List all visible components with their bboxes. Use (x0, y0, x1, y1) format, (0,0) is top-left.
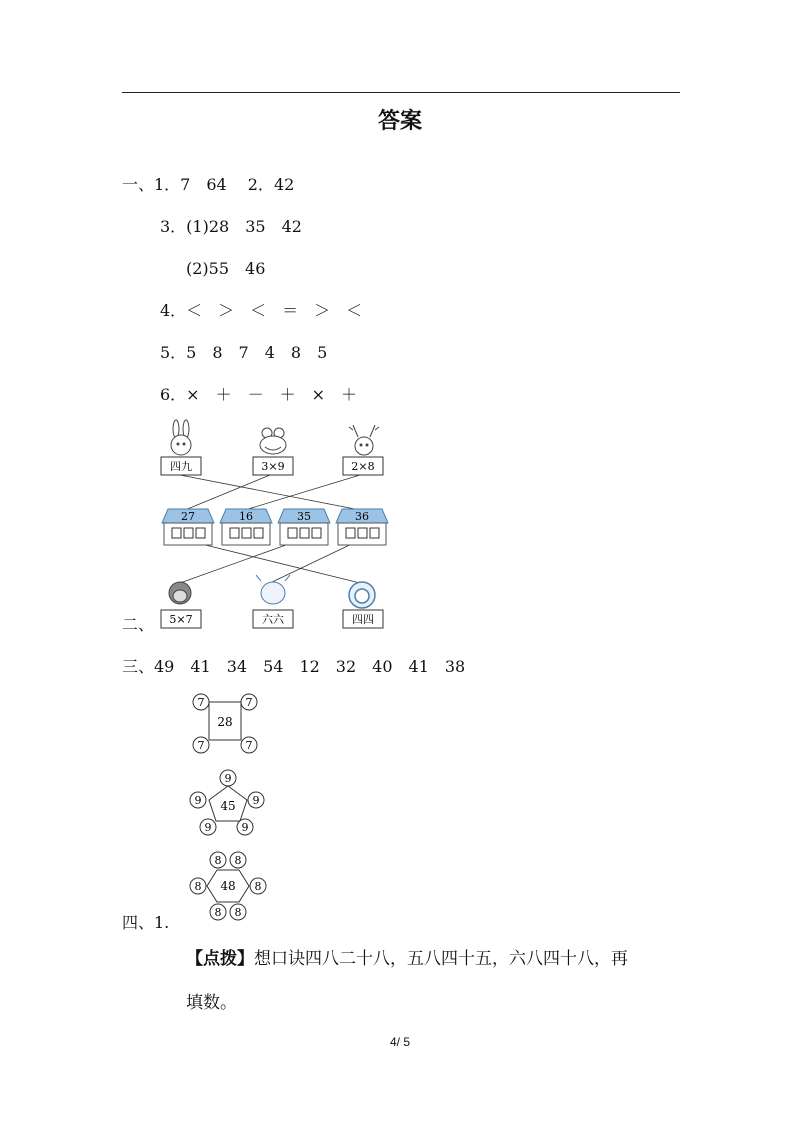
square-puzzle (185, 688, 265, 758)
cow-icon (256, 575, 290, 604)
answer-line-4: 4．＜ ＞ ＜ ＝ ＞ ＜ (160, 301, 363, 320)
house-3-number: 35 (297, 510, 311, 523)
hexagon-node-1: 8 (214, 854, 222, 867)
hexagon-node-5: 8 (214, 906, 222, 919)
answer-line-5: 5．5 8 7 4 8 5 (160, 343, 328, 362)
matching-diagram (150, 415, 400, 635)
hexagon-node-2: 8 (234, 854, 242, 867)
hexagon-node-3: 8 (194, 880, 202, 893)
monkey-icon (169, 582, 191, 604)
hexagon-node-4: 8 (254, 880, 262, 893)
house-3 (278, 509, 330, 545)
pentagon-node-3: 9 (252, 794, 260, 807)
hint-text-1: 想口诀四八二十八，五八四十五，六八四十八，再 (254, 949, 628, 969)
hexagon-center: 48 (220, 879, 236, 893)
pentagon-node-5: 9 (241, 821, 249, 834)
answer-line-4-1: 四、1. (122, 913, 170, 932)
square-node-4: 7 (245, 739, 253, 752)
card-top-3-label: 2×8 (351, 460, 375, 473)
card-top-1-label: 四九 (170, 460, 192, 473)
answer-line-6: 6．× ＋ － ＋ × ＋ (160, 385, 357, 404)
rabbit-icon (171, 420, 191, 455)
house-1 (162, 509, 214, 545)
square-node-1: 7 (197, 696, 205, 709)
page-number: 4/ 5 (389, 1035, 410, 1049)
header-rule (122, 92, 680, 93)
pentagon-node-2: 9 (194, 794, 202, 807)
answer-line-3-1: 3．(1)28 35 42 (160, 217, 302, 236)
card-bottom-1-label: 5×7 (169, 613, 193, 626)
page-title: 答案 (377, 109, 422, 134)
card-top-2-label: 3×9 (261, 460, 285, 473)
answer-line-3: 三、49 41 34 54 12 32 40 41 38 (122, 657, 466, 676)
answer-line-3-2: (2)55 46 (186, 259, 266, 278)
hint-label: 【点拨】 (186, 949, 254, 969)
house-2-number: 16 (239, 510, 253, 523)
pentagon-node-4: 9 (204, 821, 212, 834)
square-node-3: 7 (197, 739, 205, 752)
square-center: 28 (217, 715, 233, 729)
hexagon-node-6: 8 (234, 906, 242, 919)
answer-line-2: 二、 (122, 615, 155, 634)
pentagon-node-1: 9 (224, 772, 232, 785)
frog-icon (260, 428, 286, 454)
hint-line-2: 填数。 (186, 993, 237, 1013)
pentagon-center: 45 (220, 799, 236, 813)
pentagon-puzzle (185, 766, 270, 841)
deer-icon (349, 425, 379, 455)
card-bottom-3-label: 四四 (352, 613, 374, 626)
lion-icon (349, 582, 375, 608)
house-4-number: 36 (355, 510, 369, 523)
house-4 (336, 509, 388, 545)
hexagon-puzzle (185, 848, 275, 928)
answer-line-1: 一、1．7 64 2．42 (122, 175, 295, 194)
square-node-2: 7 (245, 696, 253, 709)
hint-line-1 (186, 944, 628, 969)
house-2 (220, 509, 272, 545)
card-bottom-2-label: 六六 (262, 613, 284, 626)
house-1-number: 27 (181, 510, 195, 523)
